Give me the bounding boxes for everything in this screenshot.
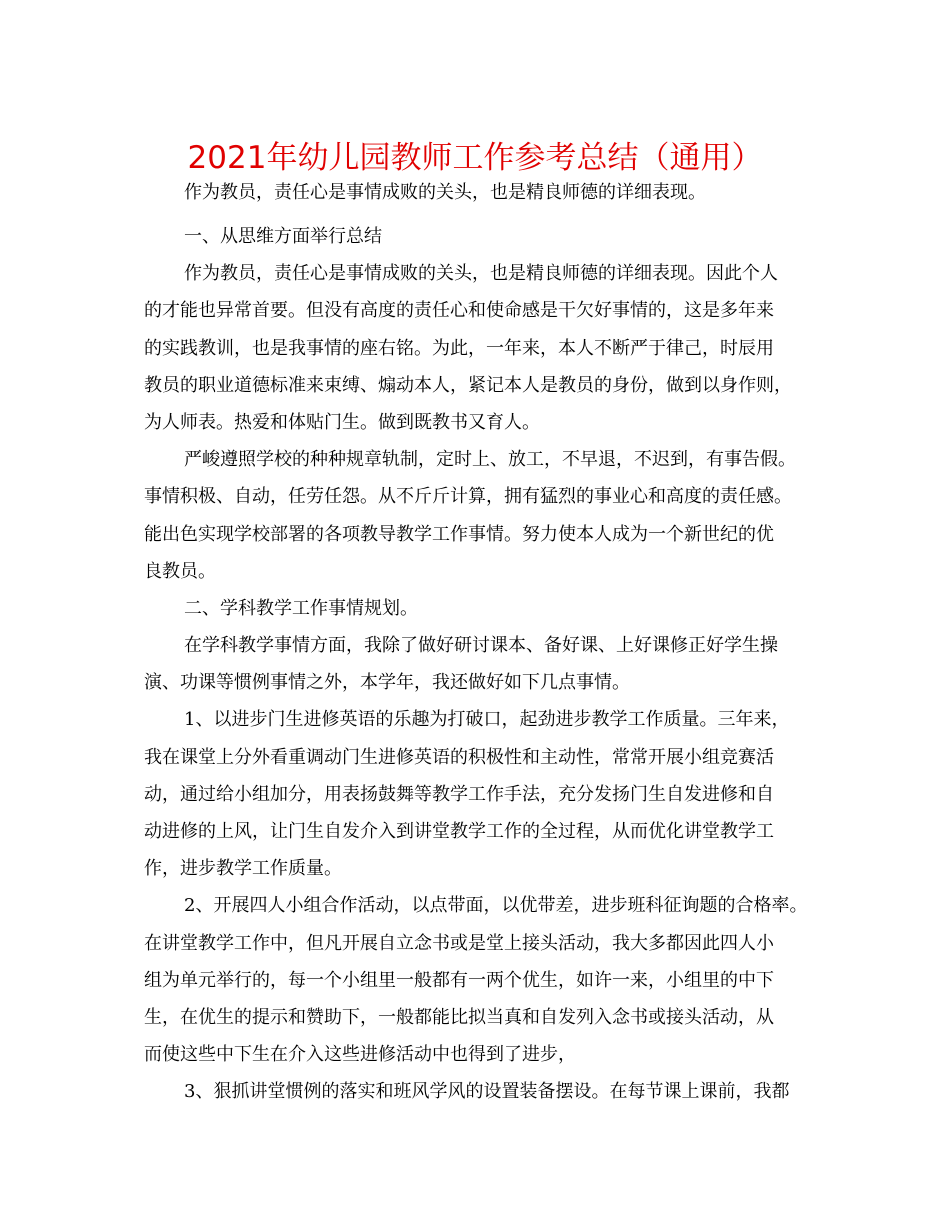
paragraph-line: 动，通过给小组加分，用表扬鼓舞等教学工作手法，充分发扬门生自发进修和自 bbox=[144, 783, 774, 805]
paragraph-line: 作为教员，责任心是事情成败的关头，也是精良师德的详细表现。因此个人 bbox=[184, 263, 778, 285]
paragraph-line: 良教员。 bbox=[144, 560, 216, 582]
section-heading-2: 二、学科教学工作事情规划。 bbox=[184, 597, 418, 619]
paragraph-line: 生，在优生的提示和赞助下，一般都能比拟当真和自发列入念书或接头活动，从 bbox=[144, 1006, 774, 1028]
paragraph-line: 的才能也异常首要。但没有高度的责任心和使命感是干欠好事情的，这是多年来 bbox=[144, 300, 774, 322]
paragraph-line: 能出色实现学校部署的各项教导教学工作事情。努力使本人成为一个新世纪的优 bbox=[144, 523, 774, 545]
paragraph-line: 3、狠抓讲堂惯例的落实和班风学风的设置装备摆设。在每节课上课前，我都 bbox=[184, 1081, 790, 1103]
paragraph-line: 在讲堂教学工作中，但凡开展自立念书或是堂上接头活动，我大多都因此四人小 bbox=[144, 932, 774, 954]
paragraph-line: 严峻遵照学校的种种规章轨制，定时上、放工，不早退，不迟到，有事告假。 bbox=[184, 449, 796, 471]
lead-paragraph: 作为教员，责任心是事情成败的关头，也是精良师德的详细表现。 bbox=[184, 182, 706, 203]
paragraph-line: 动进修的上风，让门生自发介入到讲堂教学工作的全过程，从而优化讲堂教学工 bbox=[144, 821, 774, 842]
paragraph-line: 的实践教训，也是我事情的座右铭。为此，一年来，本人不断严于律己，时辰用 bbox=[144, 337, 774, 359]
paragraph-line: 教员的职业道德标准来束缚、煽动本人，紧记本人是教员的身份，做到以身作则， bbox=[144, 374, 792, 396]
paragraph-line: 组为单元举行的，每一个小组里一般都有一两个优生，如许一来，小组里的中下 bbox=[144, 969, 774, 991]
paragraph-line: 而使这些中下生在介入这些进修活动中也得到了进步， bbox=[144, 1044, 576, 1066]
paragraph-line: 作，进步教学工作质量。 bbox=[144, 858, 342, 880]
paragraph-line: 在学科教学事情方面，我除了做好研讨课本、备好课、上好课修正好学生操 bbox=[184, 635, 778, 657]
paragraph-line: 1、以进步门生进修英语的乐趣为打破口，起劲进步教学工作质量。三年来， bbox=[184, 709, 790, 731]
paragraph-line: 为人师表。热爱和体贴门生。做到既教书又育人。 bbox=[144, 411, 540, 433]
paragraph-line: 我在课堂上分外看重调动门生进修英语的积极性和主动性，常常开展小组竞赛活 bbox=[144, 746, 774, 768]
paragraph-line: 2、开展四人小组合作活动，以点带面，以优带差，进步班科征询题的合格率。 bbox=[184, 895, 808, 917]
document-title: 2021年幼儿园教师工作参考总结（通用） bbox=[187, 140, 763, 176]
document-body bbox=[144, 218, 808, 1111]
paragraph-line: 事情积极、自动，任劳任怨。从不斤斤计算，拥有猛烈的事业心和高度的责任感。 bbox=[144, 486, 792, 508]
paragraph-line: 演、功课等惯例事情之外，本学年，我还做好如下几点事情。 bbox=[144, 672, 630, 694]
section-heading-1: 一、从思维方面举行总结 bbox=[184, 226, 382, 247]
